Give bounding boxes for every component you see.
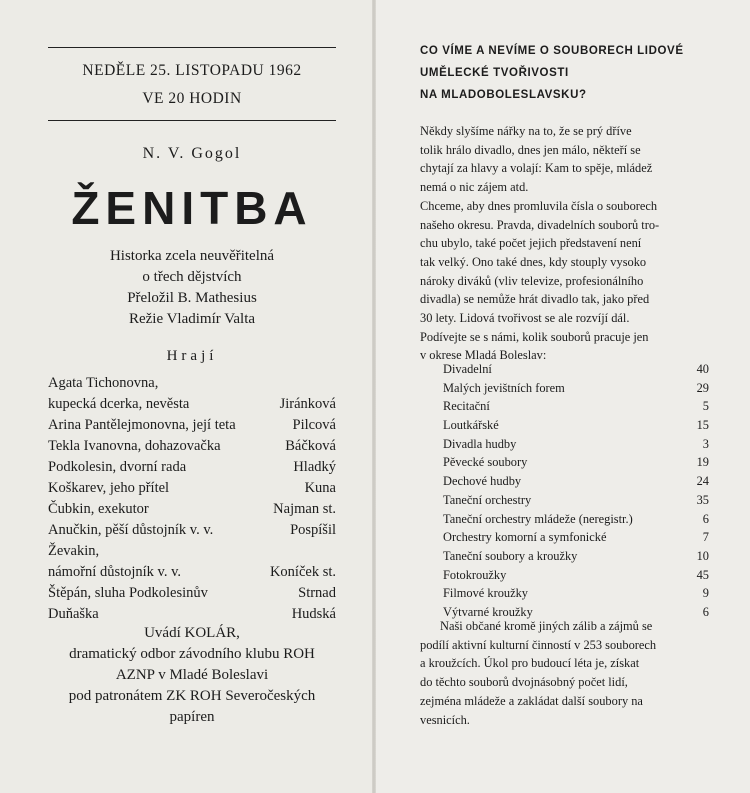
subtitle-line: Režie Vladimír Valta xyxy=(128,311,256,327)
cast-actor: Strnad xyxy=(298,585,336,601)
subtitle-line: Historka zcela neuvěřitelná xyxy=(109,248,275,264)
text-line: vesnicích. xyxy=(420,712,470,727)
bottom-rule xyxy=(48,120,336,121)
time-line: VE 20 HODIN xyxy=(142,90,242,107)
stats-label: Loutkářské xyxy=(443,418,499,433)
stats-label: Malých jevištních forem xyxy=(443,380,565,395)
stats-label: Taneční orchestry xyxy=(443,492,532,507)
text-line: podílí aktivní kulturní činností v 253 souborech xyxy=(420,637,657,652)
stats-value: 45 xyxy=(696,567,709,582)
cast-role: Ževakin, xyxy=(48,543,100,559)
article-heading xyxy=(420,40,720,106)
cast-row xyxy=(48,604,336,625)
stats-value: 3 xyxy=(702,436,709,451)
cast-row xyxy=(48,436,336,457)
stats-value: 7 xyxy=(702,530,709,545)
article-body xyxy=(420,122,712,365)
cast-row xyxy=(48,520,336,541)
producer-line: papíren xyxy=(169,709,215,725)
stats-label: Fotokroužky xyxy=(443,567,507,582)
cast-actor: Koníček st. xyxy=(269,564,336,580)
cast-role: Podkolesin, dvorní rada xyxy=(48,459,187,475)
cast-actor: Pospíšil xyxy=(290,522,336,538)
stats-value: 6 xyxy=(702,511,709,526)
text-line: našeho okresu. Pravda, divadelních souborů tro- xyxy=(420,217,660,232)
cast-role: Koškarev, jeho přítel xyxy=(48,480,170,496)
stats-row xyxy=(443,584,709,603)
text-line: Někdy slyšíme nářky na to, že se prý dříve xyxy=(420,124,632,138)
cast-role: kupecká dcerka, nevěsta xyxy=(48,396,190,412)
text-line: tolik hrálo divadlo, dnes jen málo, někteří se xyxy=(420,142,641,157)
cast-row xyxy=(48,478,336,499)
producer-line: AZNP v Mladé Boleslavi xyxy=(115,667,269,683)
stats-row xyxy=(443,416,709,435)
cast-actor: Jiránková xyxy=(279,396,336,412)
top-rule xyxy=(48,47,336,48)
text-line: zejména mládeže a zakládat další soubory na xyxy=(420,693,643,708)
heading-line: UMĚLECKÉ TVOŘIVOSTI xyxy=(420,67,569,79)
stats-row xyxy=(443,360,709,379)
closing-paragraph xyxy=(420,617,712,729)
stats-value: 6 xyxy=(702,604,709,619)
cast-row xyxy=(48,499,336,520)
stats-label: Výtvarné kroužky xyxy=(443,604,533,619)
cast-row xyxy=(48,562,336,583)
paragraph xyxy=(420,122,712,197)
text-line: a kroužcích. Úkol pro budoucí léta je, získat xyxy=(420,656,640,671)
stats-row xyxy=(443,566,709,585)
stats-label: Orchestry komorní a symfonické xyxy=(443,530,607,545)
paragraph xyxy=(420,617,712,729)
play-title: ŽENITBA xyxy=(71,182,313,234)
page-fold xyxy=(372,0,376,793)
text-line: Chceme, aby dnes promluvila čísla o souborech xyxy=(420,198,658,213)
cast-actor: Báčková xyxy=(285,438,336,454)
cast-row xyxy=(48,415,336,436)
date-line: NEDĚLE 25. LISTOPADU 1962 xyxy=(82,62,302,79)
author: N. V. Gogol xyxy=(142,145,242,162)
cast-row xyxy=(48,394,336,415)
cast-actor: Hladký xyxy=(293,459,336,475)
stats-label: Dechové hudby xyxy=(443,474,522,489)
stats-label: Taneční orchestry mládeže (neregistr.) xyxy=(443,511,633,526)
cast-list xyxy=(48,373,336,625)
stats-value: 5 xyxy=(702,399,709,414)
text-line: Podívejte se s námi, kolik souborů pracuje jen xyxy=(420,329,649,344)
stats-row xyxy=(443,510,709,529)
cast-role: Anučkin, pěší důstojník v. v. xyxy=(48,522,214,538)
stats-value: 29 xyxy=(696,380,709,395)
cast-row xyxy=(48,373,336,394)
stats-label: Filmové kroužky xyxy=(443,586,529,601)
stats-label: Divadla hudby xyxy=(443,436,517,451)
stats-value: 9 xyxy=(702,586,709,601)
text-line: do těchto souborů dvojnásobný počet lidí, xyxy=(420,675,628,690)
cast-actor: Kuna xyxy=(304,480,336,496)
text-line: chu ubylo, také počet jejich představení není xyxy=(420,236,642,251)
stats-value: 19 xyxy=(696,455,709,470)
cast-role: Tekla Ivanovna, dohazovačka xyxy=(48,438,221,454)
stats-value: 40 xyxy=(696,362,709,376)
stats-row xyxy=(443,379,709,398)
cast-actor: Najman st. xyxy=(273,501,336,517)
subtitle-line: o třech dějstvích xyxy=(142,269,242,285)
stats-label: Pěvecké soubory xyxy=(443,455,528,470)
subtitle-block xyxy=(20,246,364,330)
cast-actor: Pilcová xyxy=(292,417,336,433)
text-line: v okrese Mladá Boleslav: xyxy=(420,348,547,363)
stats-row xyxy=(443,547,709,566)
stats-label: Taneční soubory a kroužky xyxy=(443,548,578,563)
stats-value: 35 xyxy=(696,492,709,507)
stats-label: Recitační xyxy=(443,399,490,414)
producer-line: dramatický odbor závodního klubu ROH xyxy=(69,646,315,662)
text-line: chytají za hlavy a volají: Kam to spěje, mládež xyxy=(420,161,653,176)
stats-value: 24 xyxy=(696,474,709,489)
text-line: 30 lety. Lidová tvořivost se ale rozvíjí dál. xyxy=(420,311,630,326)
text-line: nároky diváků (vliv televize, profesionálního xyxy=(420,273,644,288)
cast-row xyxy=(48,457,336,478)
text-line: Naši občané kromě jiných zálib a zájmů se xyxy=(440,619,653,633)
cast-role: Agata Tichonovna, xyxy=(48,375,159,391)
cast-role: námořní důstojník v. v. xyxy=(48,564,182,580)
heading-line: CO VÍME A NEVÍME O SOUBORECH LIDOVÉ xyxy=(420,45,684,57)
stats-row xyxy=(443,397,709,416)
stats-row xyxy=(443,491,709,510)
stats-label: Divadelní xyxy=(443,362,492,376)
cast-role: Štěpán, sluha Podkolesinův xyxy=(48,585,208,601)
cast-row xyxy=(48,541,336,562)
paragraph xyxy=(420,197,712,365)
stats-value: 10 xyxy=(696,548,709,563)
text-line: divadla) se nemůže hrát divadlo tak, jako před xyxy=(420,292,650,307)
stats-row xyxy=(443,472,709,491)
cast-role: Duňaška xyxy=(48,606,99,622)
stats-row xyxy=(443,435,709,454)
cast-row xyxy=(48,583,336,604)
subtitle-line: Přeložil B. Mathesius xyxy=(127,290,257,306)
stats-row xyxy=(443,528,709,547)
cast-actor: Hudská xyxy=(291,606,336,622)
cast-heading: Hrají xyxy=(166,348,218,364)
producer-block xyxy=(30,623,354,728)
heading-line: NA MLADOBOLESLAVSKU? xyxy=(420,89,587,101)
cast-role: Arina Pantělejmonovna, její teta xyxy=(48,417,236,433)
producer-line: Uvádí KOLÁR, xyxy=(144,625,240,641)
stats-table xyxy=(443,360,709,622)
text-line: tak velký. Ono také dnes, kdy stouply vysoko xyxy=(420,254,647,269)
producer-line: pod patronátem ZK ROH Severočeských xyxy=(68,688,316,704)
cast-role: Čubkin, exekutor xyxy=(48,501,149,517)
text-line: nemá o nic zájem atd. xyxy=(420,180,529,195)
stats-row xyxy=(443,453,709,472)
stats-value: 15 xyxy=(696,418,709,433)
